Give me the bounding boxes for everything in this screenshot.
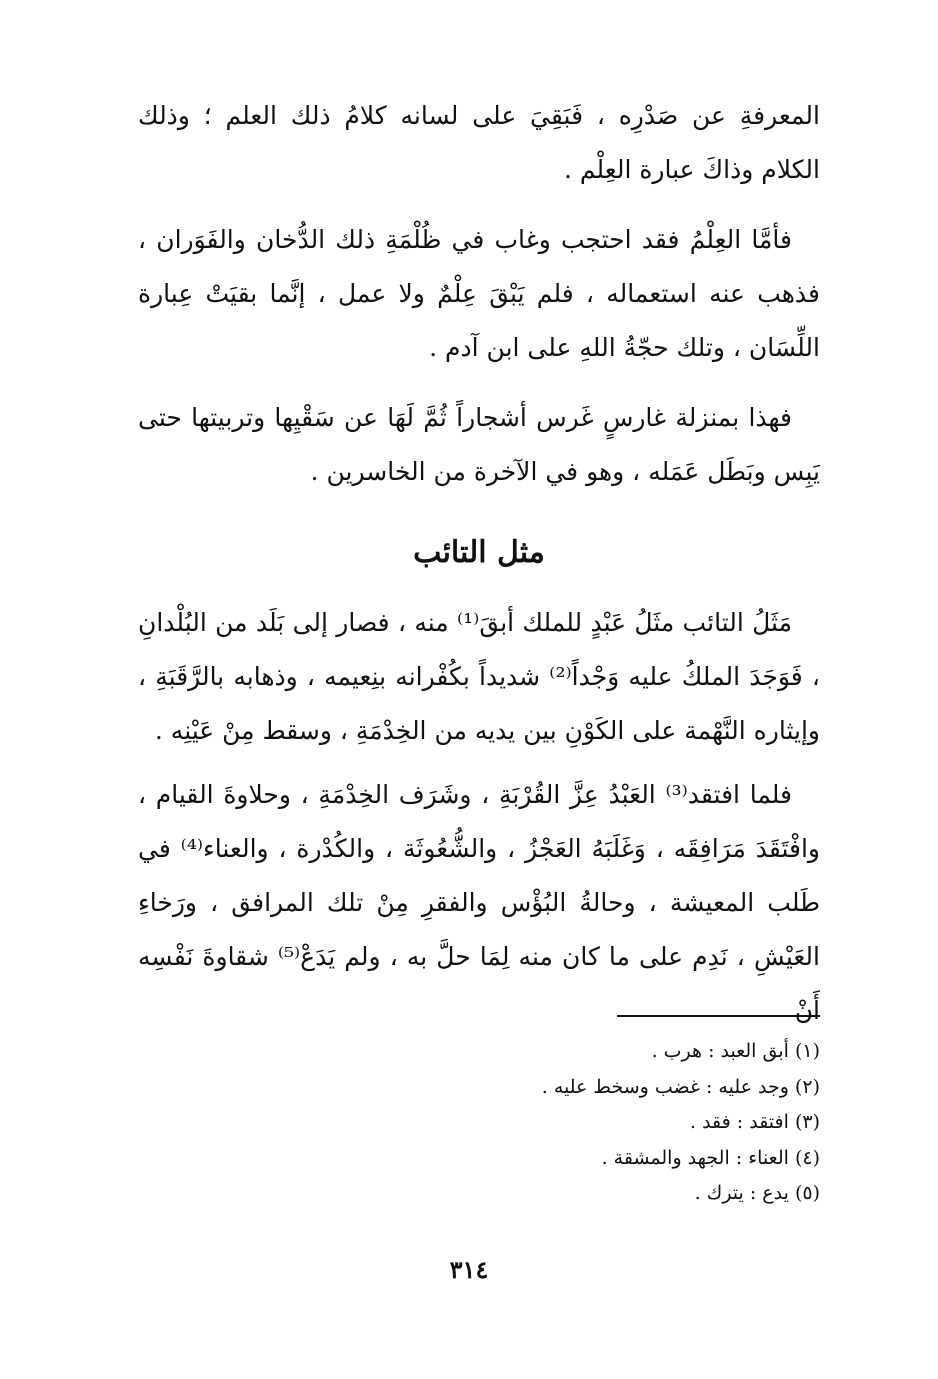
page-number: ٣١٤ bbox=[449, 1255, 489, 1284]
footnote-item: (٣) افتقد : فقد . bbox=[690, 1111, 820, 1133]
footnote-item: (٥) يدع : يترك . bbox=[694, 1182, 820, 1204]
paragraph: فلما افتقد⁽³⁾ العَبْدُ عِزَّ القُرْبَةِ ، وشَرَف الخِدْمَةِ ، وحلاوةَ القيام ، وافْتَقَدَ مَرَافِقَه ، وَغَلَبَهُ العَجْزُ ، والشُّعُوثَة ، والكُدْرة ، والعناء⁽⁴⁾ في طَلب المعيشة ، وحالةُ البُؤْس والفقرِ مِنْ تلك المرافق ، ورَخاءِ العَيْشِ ، نَدِم على ما كان منه لِمَا حلَّ به ، ولم يَدَعْ⁽⁵⁾ شقاوةَ نَفْسِه أَنْ bbox=[138, 780, 820, 1025]
paragraph: المعرفةِ عن صَدْرِه ، فَبَقِيَ على لسانه كلامُ ذلك العلم ؛ وذلك الكلام وذاكَ عبارة العِلْم . bbox=[138, 101, 820, 184]
footnote-divider bbox=[617, 1015, 820, 1017]
footnotes bbox=[400, 1034, 820, 1212]
paragraph: فأمَّا العِلْمُ فقد احتجب وغاب في ظُلْمَةِ ذلك الدُّخان والفَوَران ، فذهب عنه استعماله ، فلم يَبْقَ عِلْمٌ ولا عمل ، إنَّما بقيَتْ عِبارة اللِّسَان ، وتلك حجّةُ اللهِ على ابن آدم . bbox=[138, 225, 820, 362]
paragraph: مَثَلُ التائب مثَلُ عَبْدٍ للملك أبقَ⁽¹⁾ منه ، فصار إلى بَلَد من البُلْدانِ ، فَوَجَدَ الملكُ عليه وَجْداً⁽²⁾ شديداً بكُفْرانه بنِعيمه ، وذهابه بالرَّقَبَةِ ، وإيثاره النَّهْمة على الكَوْنِ بين يديه من الخِدْمَةِ ، وسقط مِنْ عَيْنِه . bbox=[138, 608, 820, 745]
footnote-item: (١) أبق العبد : هرب . bbox=[651, 1040, 820, 1062]
section-heading: مثل التائب bbox=[413, 535, 545, 570]
footnote-item: (٤) العناء : الجهد والمشقة . bbox=[601, 1146, 820, 1169]
body-text-top bbox=[138, 89, 820, 499]
paragraph: فهذا بمنزلة غارسٍ غَرس أشجاراً ثُمَّ لَهَا عن سَقْيِها وتربيتها حتى يَبِس وبَطَل عَمَله ، وهو في الآخرة من الخاسرين . bbox=[138, 403, 820, 486]
footnote-item: (٢) وجد عليه : غضب وسخط عليه . bbox=[541, 1075, 820, 1098]
body-text-bottom bbox=[138, 596, 820, 1038]
